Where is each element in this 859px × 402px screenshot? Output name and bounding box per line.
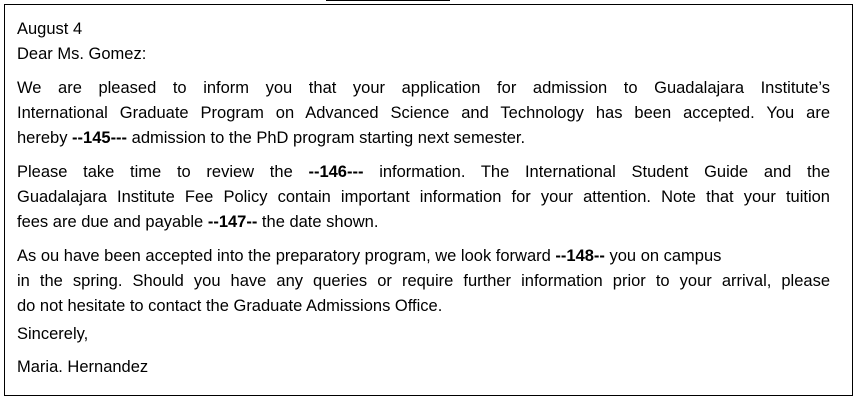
letter-salutation: Dear Ms. Gomez:	[17, 45, 147, 63]
letter-date: August 4	[17, 20, 83, 38]
paragraph-2	[17, 160, 830, 235]
p2-line-2: Guadalajara Institute Fee Policy contain important information for your attention. Note that your tuition	[17, 188, 830, 206]
p3-line-1	[17, 244, 830, 269]
blank-147: --147--	[207, 213, 258, 231]
p3-line-3: do not hesitate to contact the Graduate Admissions Office.	[17, 297, 443, 315]
p1-line-2: International Graduate Program on Advanced Science and Technology has been accepted. You are	[17, 104, 830, 122]
blank-146: --146---	[308, 163, 364, 181]
blank-148: --148--	[555, 247, 605, 265]
p3-line-2: in the spring. Should you have any queries or require further information prior to your arrival, please	[17, 272, 830, 290]
p1-line-3	[17, 126, 830, 151]
paragraph-1	[17, 76, 830, 151]
p1-line-1: We are pleased to inform you that your application for admission to Guadalajara Institute’s	[17, 79, 830, 97]
p2-line-1	[17, 160, 830, 185]
p1-line-3-end: admission to the PhD program starting next semester.	[127, 129, 526, 147]
p2-line-3-start: fees are due and payable	[17, 213, 208, 231]
p2-line-1-start: Please take time to review the	[17, 163, 309, 181]
p1-line-3-start: hereby	[17, 129, 73, 147]
letter-frame	[4, 4, 853, 396]
p2-line-3-end: the date shown.	[257, 213, 379, 231]
p3-line-1-end: you on campus	[604, 247, 722, 265]
p3-line-1-start: As ou have been accepted into the preparatory program, we look forward	[17, 247, 556, 265]
p2-line-3	[17, 210, 830, 235]
letter-signature: Maria. Hernandez	[17, 358, 149, 376]
blank-145: --145---	[72, 129, 128, 147]
p2-line-1-end: information. The International Student Guide and the	[363, 163, 830, 181]
top-edge-line	[326, 0, 450, 1]
letter-closing: Sincerely,	[17, 325, 89, 343]
paragraph-3	[17, 244, 830, 319]
